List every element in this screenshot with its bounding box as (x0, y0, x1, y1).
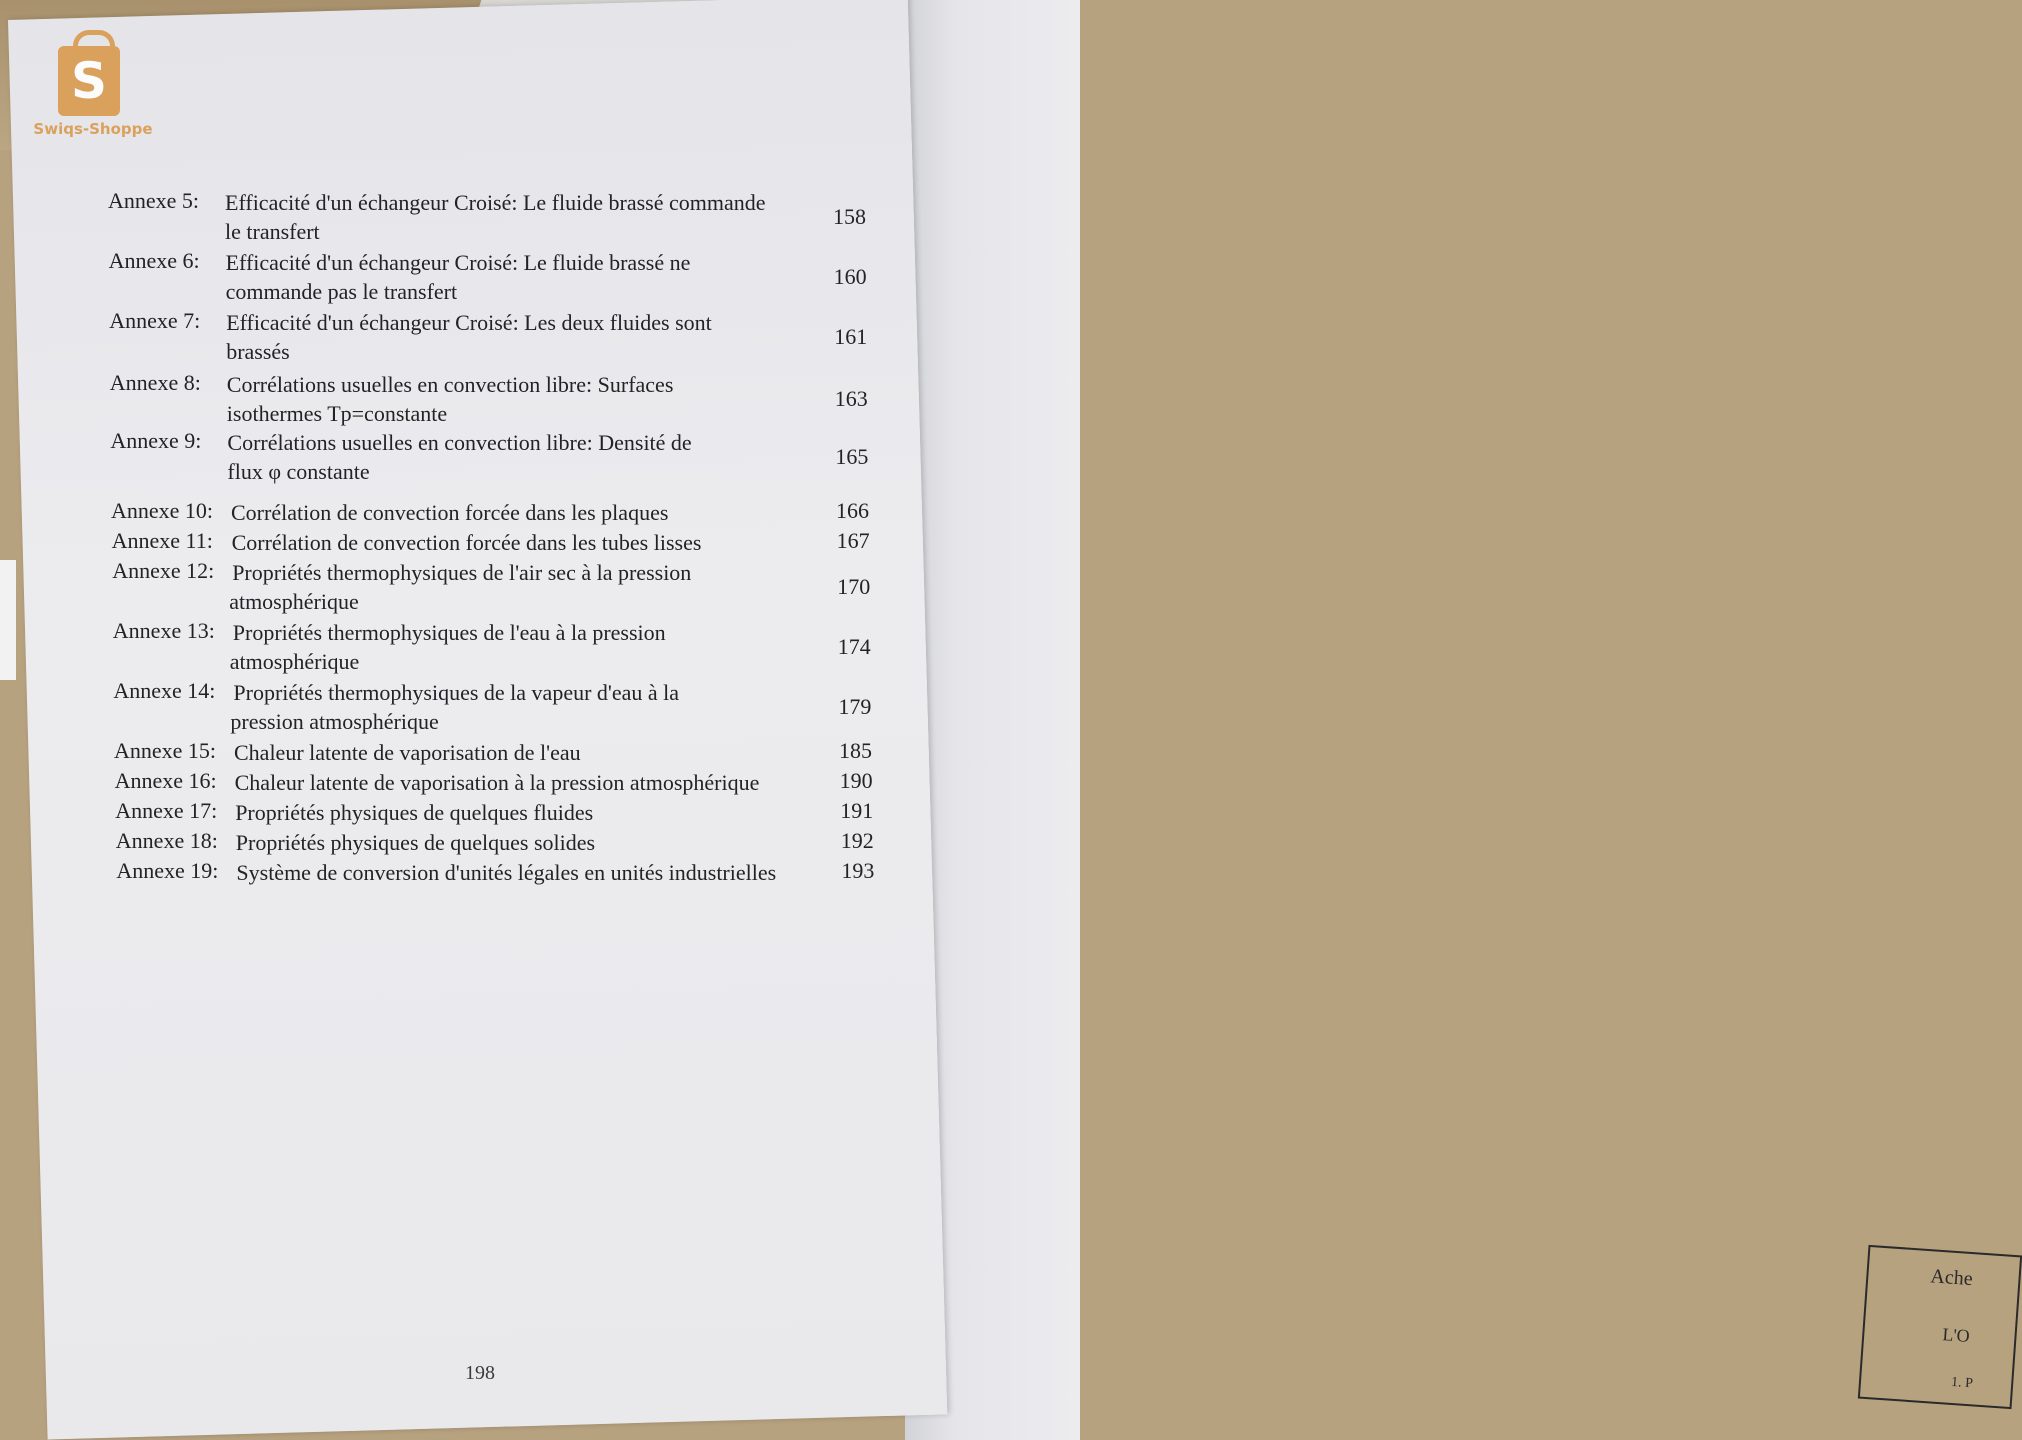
toc-entry-label: Annexe 7: (109, 308, 201, 333)
toc-entry-title: Corrélation de convection forcée dans les tubes lisses (231, 530, 702, 555)
toc-entry-title: Propriétés thermophysiques de l'eau à la pression (232, 620, 666, 645)
toc-entry-continuation: commande pas le transfert (225, 279, 458, 304)
toc-entry (115, 798, 874, 827)
toc-entry-title: Corrélations usuelles en convection libre: Densité de (227, 430, 692, 455)
toc-entry-title: Corrélation de convection forcée dans les plaques (231, 500, 669, 525)
toc-entry-label: Annexe 12: (112, 558, 215, 583)
toc-entry (115, 828, 874, 857)
toc-entry (108, 188, 866, 246)
toc-entry-page: 166 (836, 498, 869, 523)
toc-entry-label: Annexe 8: (109, 370, 201, 395)
watermark-logo (18, 26, 168, 146)
toc-entry (111, 498, 869, 527)
toc-entry (110, 428, 869, 486)
toc-entry-title: Chaleur latente de vaporisation de l'eau (234, 740, 581, 765)
toc-entry-page: 163 (834, 386, 868, 411)
toc-entry (116, 858, 875, 887)
toc-entry-title: Propriétés physiques de quelques solides (235, 830, 596, 855)
toc-entry-continuation: flux φ constante (227, 459, 370, 484)
toc-entry (113, 678, 872, 736)
toc-entry-label: Annexe 15: (114, 738, 217, 763)
toc-entry (112, 558, 871, 616)
watermark-text: Swiqs-Shoppe (33, 120, 153, 138)
toc-entry-label: Annexe 18: (115, 828, 218, 853)
toc-entry-title: Propriétés physiques de quelques fluides (235, 800, 594, 825)
toc-entry-page: 193 (841, 858, 875, 883)
toc-entry-continuation: atmosphérique (229, 589, 359, 614)
toc-entry-continuation: atmosphérique (229, 649, 360, 674)
toc-entry-label: Annexe 9: (110, 428, 202, 453)
toc-entry-label: Annexe 6: (108, 248, 200, 273)
toc-entry-continuation: brassés (226, 339, 290, 364)
toc-entry (111, 528, 870, 557)
toc-entry-label: Annexe 16: (114, 768, 217, 793)
toc-entry-page: 191 (840, 798, 874, 823)
toc-entry-label: Annexe 19: (116, 858, 219, 883)
toc-entry-title: Corrélations usuelles en convection libre: Surfaces (226, 372, 674, 397)
toc-entry-title: Efficacité d'un échangeur Croisé: Le fluide brassé commande (225, 190, 766, 215)
toc-entry-title: Efficacité d'un échangeur Croisé: Les deux fluides sont (226, 310, 712, 335)
toc-entry (109, 308, 868, 366)
toc-entry-page: 185 (839, 738, 872, 763)
toc-entry (108, 248, 867, 306)
toc-entry-page: 192 (840, 828, 874, 853)
toc-entry-title: Système de conversion d'unités légales en unités industrielles (236, 860, 777, 885)
toc-entry-continuation: pression atmosphérique (230, 709, 439, 734)
toc-entry-page: 167 (836, 528, 870, 553)
toc-entry-page: 174 (837, 634, 871, 659)
toc-entry-page: 170 (837, 574, 871, 599)
toc-entry-label: Annexe 5: (108, 188, 200, 213)
toc-entry-page: 160 (833, 264, 867, 289)
toc-entry-page: 179 (838, 694, 872, 719)
toc-entry-title: Propriétés thermophysiques de l'air sec à la pression (232, 560, 692, 585)
toc-entry-continuation: le transfert (225, 219, 320, 244)
toc-entry-title: Chaleur latente de vaporisation à la pression atmosphérique (234, 770, 760, 795)
toc-entry-label: Annexe 17: (115, 798, 218, 823)
toc-entry-label: Annexe 14: (113, 678, 216, 703)
facing-page-box (1858, 1245, 2022, 1409)
toc-entry-title: Efficacité d'un échangeur Croisé: Le fluide brassé ne (225, 250, 691, 275)
toc-entry (109, 370, 868, 428)
facing-text-1: Ache (1929, 1265, 1974, 1291)
toc-entry-label: Annexe 11: (111, 528, 213, 553)
facing-text-3: 1. P (1950, 1374, 1974, 1392)
toc-entry-title: Propriétés thermophysiques de la vapeur d'eau à la (233, 680, 680, 705)
toc-entry-page: 161 (834, 324, 868, 349)
bag-icon: S (58, 46, 120, 116)
toc-entry-continuation: isothermes Tp=constante (226, 401, 448, 426)
toc-entry-label: Annexe 10: (111, 498, 214, 523)
page-number: 198 (465, 1362, 495, 1384)
facing-text-2: L'O (1941, 1324, 1971, 1347)
toc-entry-page: 165 (835, 444, 869, 469)
toc-entry-label: Annexe 13: (112, 618, 215, 643)
toc-entry (114, 738, 872, 767)
toc-entry-page: 190 (839, 768, 873, 793)
toc-entry (114, 768, 873, 797)
toc-entry-page: 158 (833, 204, 866, 229)
toc-entry (112, 618, 871, 676)
background-strip (0, 560, 16, 680)
